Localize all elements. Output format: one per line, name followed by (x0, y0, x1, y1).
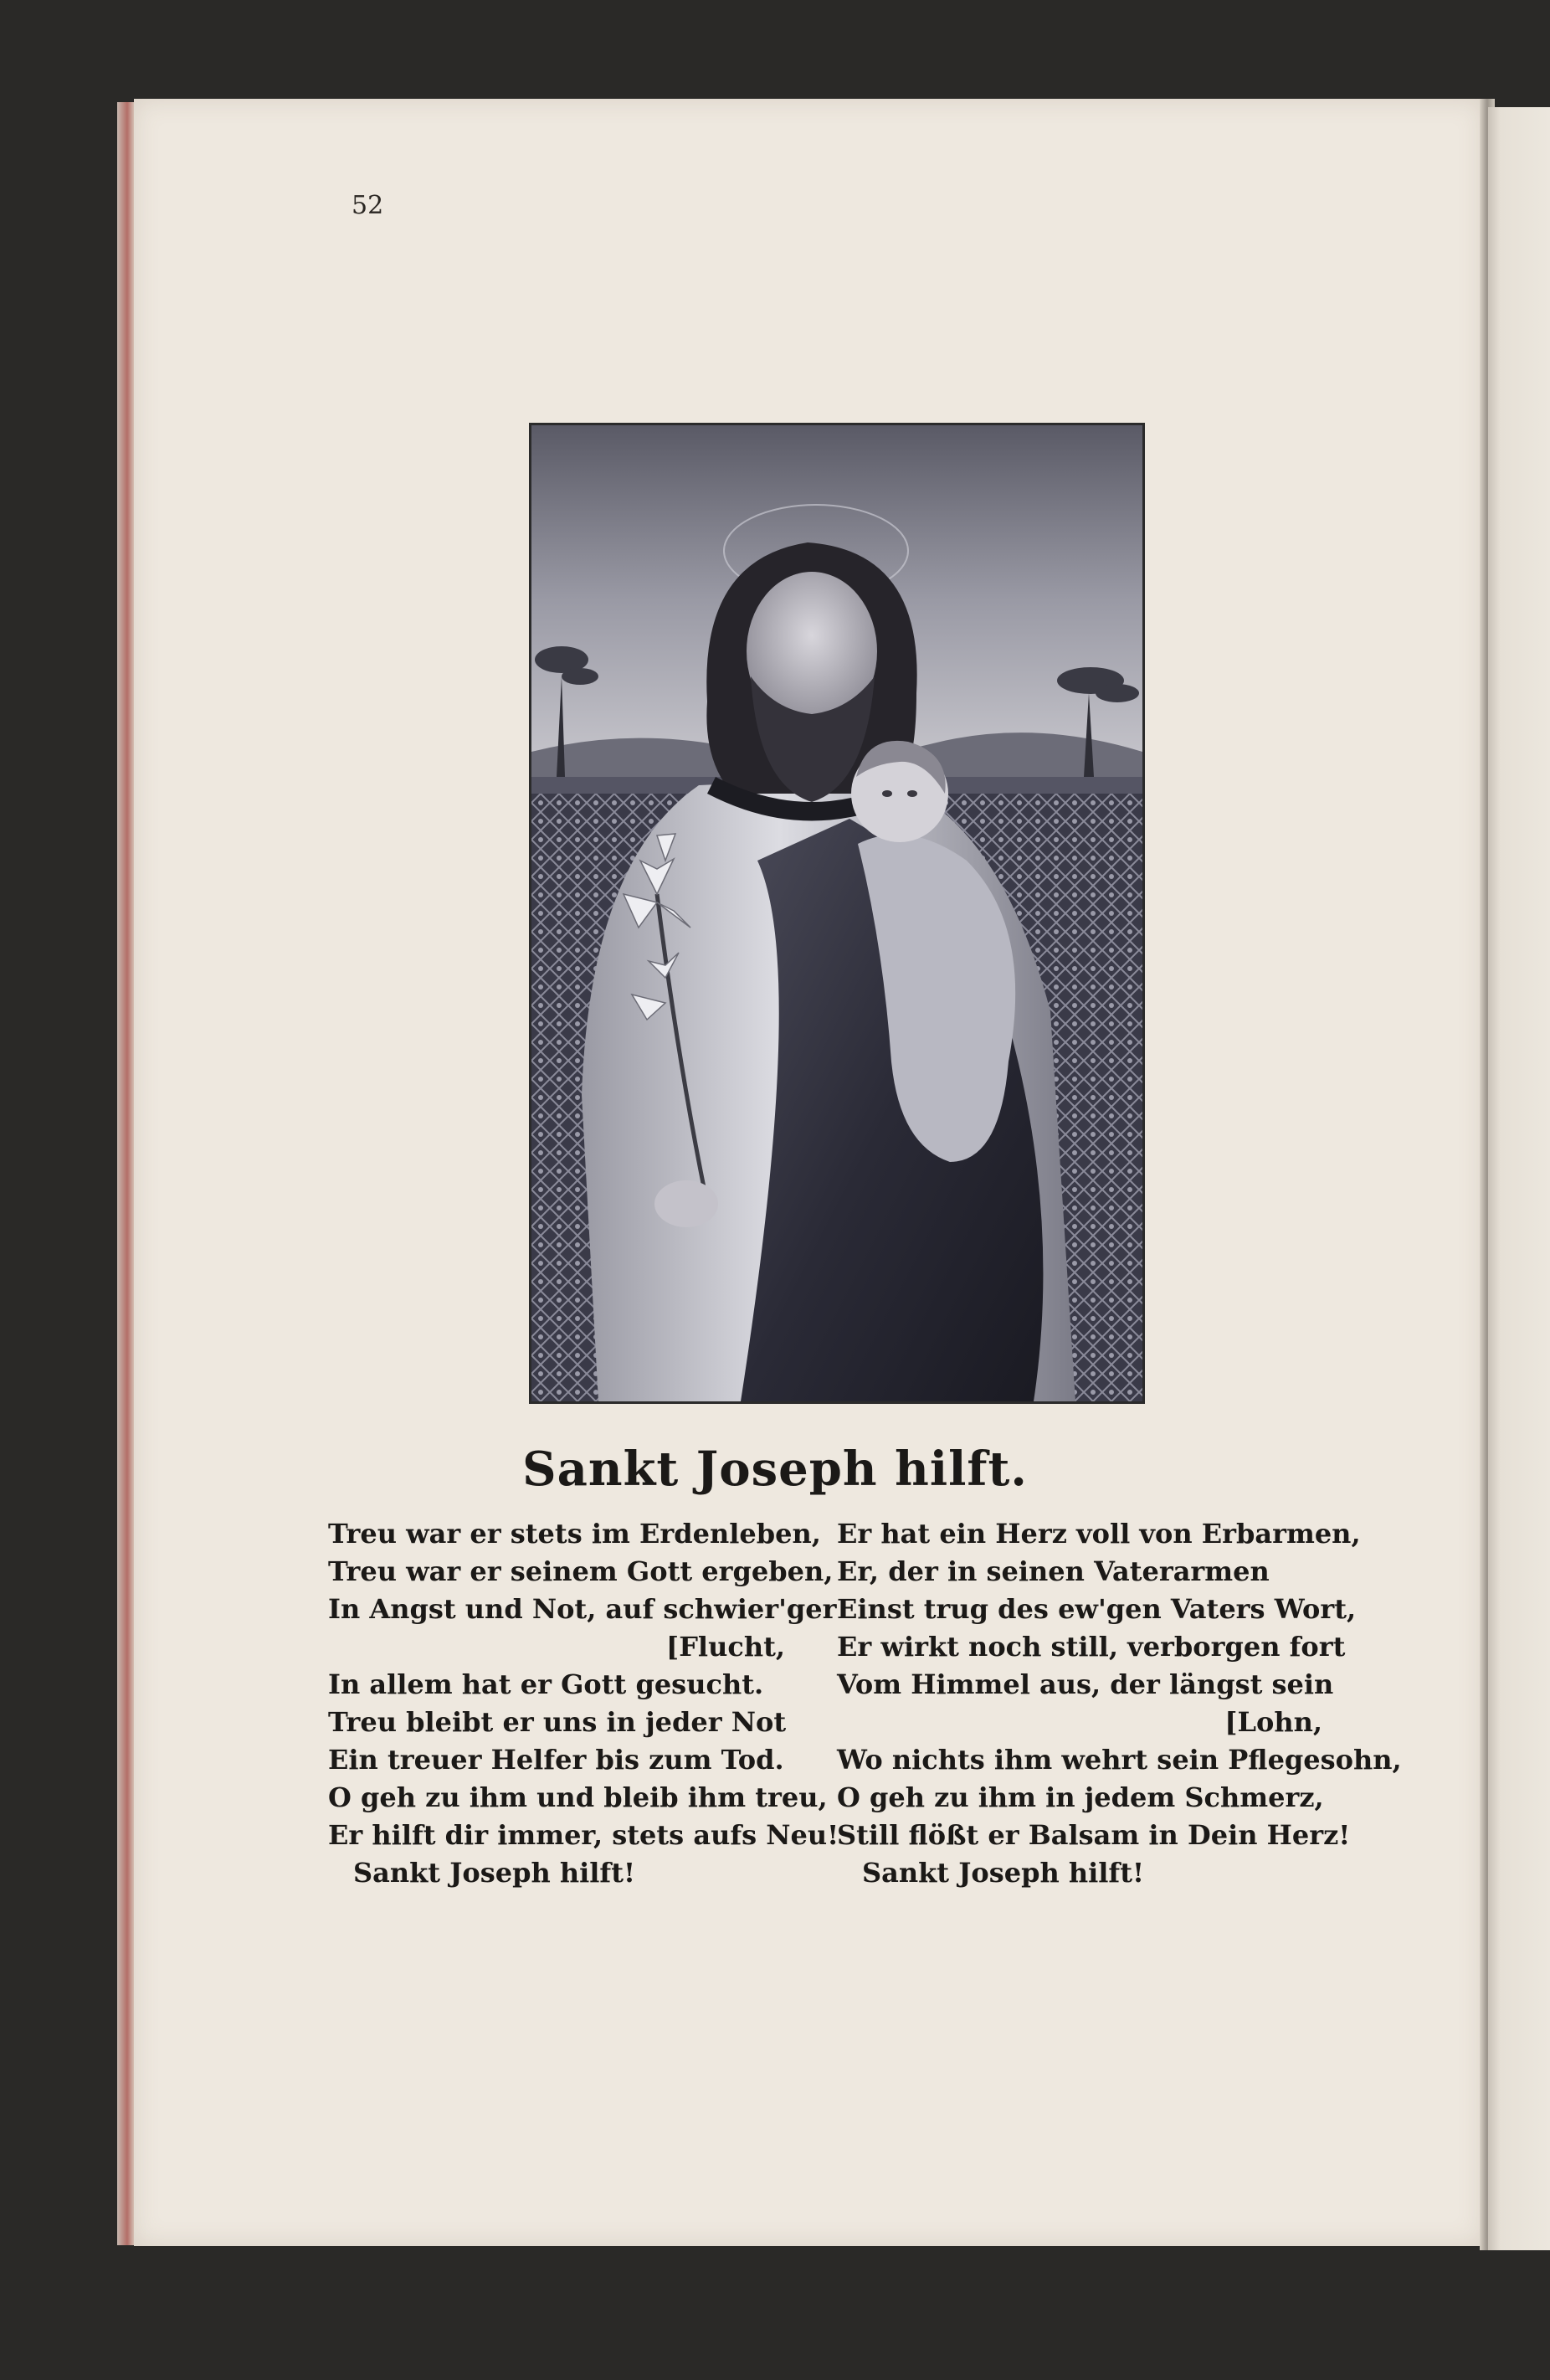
facing-page-edge (1488, 107, 1550, 2250)
poem-line: In allem hat er Gott gesucht. (328, 1668, 764, 1700)
illustration-saint-joseph (529, 423, 1145, 1404)
poem-line: Wo nichts ihm wehrt sein Pflegesohn, (837, 1744, 1402, 1776)
poem-line: Treu war er seinem Gott ergeben, (328, 1555, 834, 1587)
engraving-image (531, 425, 1142, 1401)
poem-line: O geh zu ihm und bleib ihm treu, (328, 1781, 828, 1813)
poem-line: Vom Himmel aus, der längst sein (837, 1668, 1334, 1700)
poem-line-continuation: [Lohn, (1224, 1706, 1322, 1738)
poem-refrain: Sankt Joseph hilft! (862, 1857, 1145, 1889)
poem-line: Einst trug des ew'gen Vaters Wort, (837, 1593, 1357, 1625)
poem-line: Er, der in seinen Vaterarmen (837, 1555, 1270, 1587)
poem-line: Treu war er stets im Erdenleben, (328, 1518, 821, 1550)
poem-line: Er wirkt noch still, verborgen fort (837, 1631, 1346, 1663)
poem-line: Ein treuer Helfer bis zum Tod. (328, 1744, 784, 1776)
poem-line-continuation: [Flucht, (666, 1631, 785, 1663)
poem-line: O geh zu ihm in jedem Schmerz, (837, 1781, 1324, 1813)
poem-left-column (328, 1515, 839, 1892)
page-number: 52 (352, 191, 384, 220)
poem-title: Sankt Joseph hilft. (522, 1442, 1028, 1497)
poem-line: In Angst und Not, auf schwier'ger (328, 1593, 837, 1625)
poem-refrain: Sankt Joseph hilft! (353, 1857, 636, 1889)
poem-line: Treu bleibt er uns in jeder Not (328, 1706, 787, 1738)
poem-line: Still flößt er Balsam in Dein Herz! (837, 1819, 1351, 1851)
poem-line: Er hat ein Herz voll von Erbarmen, (837, 1518, 1361, 1550)
poem-line: Er hilft dir immer, stets aufs Neu! (328, 1819, 839, 1851)
poem-right-column (837, 1515, 1402, 1892)
